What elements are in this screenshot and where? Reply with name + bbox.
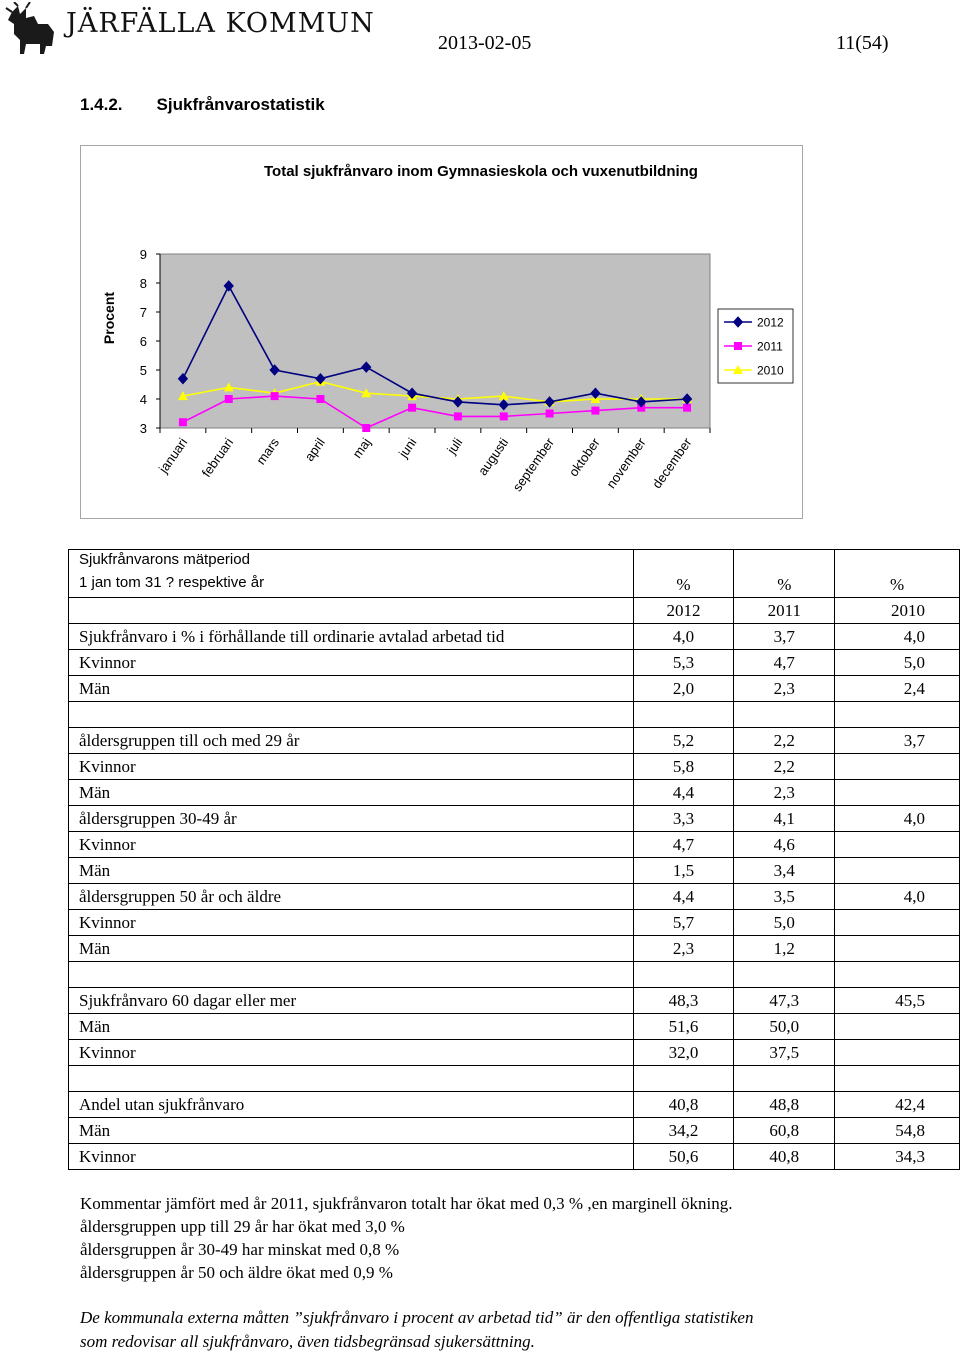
data-point-2011 — [408, 404, 416, 412]
row-label: Män — [69, 780, 634, 806]
table-row — [69, 858, 960, 884]
value-2012: 2,3 — [633, 936, 734, 962]
value-2010 — [835, 754, 960, 780]
table-row — [69, 962, 960, 988]
x-axis-ticks — [155, 428, 710, 494]
row-label: Kvinnor — [69, 754, 634, 780]
value-2012: 32,0 — [633, 1040, 734, 1066]
legend-label-2010: 2010 — [757, 363, 784, 378]
row-label: Kvinnor — [69, 1040, 634, 1066]
x-tick-label: mars — [253, 435, 283, 468]
row-label: Kvinnor — [69, 910, 634, 936]
value-2011: 4,1 — [734, 806, 835, 832]
data-point-2011 — [454, 412, 462, 420]
value-2010: 4,0 — [835, 624, 960, 650]
x-tick-label: november — [603, 435, 649, 492]
value-2012: 4,4 — [633, 780, 734, 806]
value-2012: 5,3 — [633, 650, 734, 676]
row-label — [69, 702, 634, 728]
y-axis-ticks — [140, 247, 160, 436]
row-label — [69, 1066, 634, 1092]
table-header-row — [69, 550, 960, 598]
table-row — [69, 754, 960, 780]
value-2010: 5,0 — [835, 650, 960, 676]
value-2012: 40,8 — [633, 1092, 734, 1118]
year-row-label — [69, 598, 634, 624]
chart-canvas — [81, 146, 804, 520]
row-label: Sjukfrånvaro i % i förhållande till ordinarie avtalad arbetad tid — [69, 624, 634, 650]
data-point-2011 — [271, 392, 279, 400]
row-label: Kvinnor — [69, 1144, 634, 1170]
value-2011: 4,7 — [734, 650, 835, 676]
value-2011: 3,4 — [734, 858, 835, 884]
year-2011: 2011 — [734, 598, 835, 624]
value-2011: 2,2 — [734, 754, 835, 780]
municipality-logo — [4, 2, 60, 60]
x-tick-label: juni — [395, 435, 420, 461]
year-2010: 2010 — [835, 598, 960, 624]
row-label: åldersgruppen till och med 29 år — [69, 728, 634, 754]
chart-legend — [718, 309, 793, 383]
table-row — [69, 1144, 960, 1170]
row-label: Andel utan sjukfrånvaro — [69, 1092, 634, 1118]
value-2012: 5,8 — [633, 754, 734, 780]
value-2010 — [835, 910, 960, 936]
data-point-2011 — [500, 412, 508, 420]
row-label: Sjukfrånvaro 60 dagar eller mer — [69, 988, 634, 1014]
value-2010 — [835, 1066, 960, 1092]
value-2010: 34,3 — [835, 1144, 960, 1170]
row-label: Kvinnor — [69, 832, 634, 858]
value-2011: 2,2 — [734, 728, 835, 754]
section-title: Sjukfrånvarostatistik — [156, 95, 325, 114]
table-row — [69, 676, 960, 702]
data-point-2011 — [316, 395, 324, 403]
value-2012: 4,4 — [633, 884, 734, 910]
year-2012: 2012 — [633, 598, 734, 624]
value-2012: 1,5 — [633, 858, 734, 884]
document-date: 2013-02-05 — [438, 32, 532, 54]
row-label: Män — [69, 1014, 634, 1040]
y-axis-label: Procent — [101, 291, 117, 345]
value-2010: 45,5 — [835, 988, 960, 1014]
row-label: Män — [69, 858, 634, 884]
data-point-2011 — [225, 395, 233, 403]
value-2012: 5,7 — [633, 910, 734, 936]
header-period-range: 1 jan tom 31 ? respektive år — [79, 574, 265, 591]
comment-line: åldersgruppen upp till 29 år har ökat med 3,0 % — [80, 1217, 405, 1236]
plot-area — [160, 254, 710, 428]
value-2011 — [734, 962, 835, 988]
value-2012: 48,3 — [633, 988, 734, 1014]
row-label: åldersgruppen 50 år och äldre — [69, 884, 634, 910]
comments-block — [80, 1192, 732, 1284]
footer-note — [80, 1306, 753, 1354]
y-tick-label: 3 — [139, 421, 147, 436]
table-row — [69, 910, 960, 936]
section-heading — [80, 95, 325, 115]
value-2011: 3,5 — [734, 884, 835, 910]
x-tick-label: juli — [443, 435, 466, 457]
footer-note-line: som redovisar all sjukfrånvaro, även tidsbegränsad sjukersättning. — [80, 1332, 535, 1351]
y-tick-label: 8 — [139, 276, 147, 291]
value-2012: 34,2 — [633, 1118, 734, 1144]
value-2010: 2,4 — [835, 676, 960, 702]
value-2010 — [835, 1014, 960, 1040]
row-label: Män — [69, 676, 634, 702]
table-row — [69, 936, 960, 962]
table-row — [69, 832, 960, 858]
value-2012: 5,2 — [633, 728, 734, 754]
value-2012: 51,6 — [633, 1014, 734, 1040]
table-year-row — [69, 598, 960, 624]
comment-line: Kommentar jämfört med år 2011, sjukfrånvaron totalt har ökat med 0,3 % ,en marginell ökning. — [80, 1194, 733, 1213]
value-2011 — [734, 1066, 835, 1092]
comment-line: åldersgruppen år 50 och äldre ökat med 0,9 % — [80, 1263, 393, 1282]
sick-leave-chart — [80, 145, 803, 519]
header-percent-2010: % — [835, 550, 960, 598]
table-row — [69, 1092, 960, 1118]
table-header-period — [69, 550, 634, 598]
value-2010 — [835, 1040, 960, 1066]
header-percent-2012: % — [633, 550, 734, 598]
value-2011: 37,5 — [734, 1040, 835, 1066]
value-2011: 4,6 — [734, 832, 835, 858]
value-2012 — [633, 962, 734, 988]
y-tick-label: 9 — [139, 247, 147, 262]
sick-leave-table — [68, 549, 960, 1170]
x-tick-label: maj — [349, 435, 374, 461]
row-label: Kvinnor — [69, 650, 634, 676]
header-percent-2011: % — [734, 550, 835, 598]
value-2012: 50,6 — [633, 1144, 734, 1170]
data-point-2011 — [546, 410, 554, 418]
page-number: 11(54) — [836, 32, 889, 54]
value-2011 — [734, 702, 835, 728]
organization-name: JÄRFÄLLA KOMMUN — [66, 8, 375, 39]
x-tick-label: september — [509, 435, 558, 495]
value-2011: 40,8 — [734, 1144, 835, 1170]
value-2011: 47,3 — [734, 988, 835, 1014]
value-2010 — [835, 780, 960, 806]
x-tick-label: februari — [198, 435, 237, 480]
value-2012: 4,7 — [633, 832, 734, 858]
x-tick-label: januari — [155, 435, 191, 476]
data-point-2011 — [179, 418, 187, 426]
value-2012 — [633, 1066, 734, 1092]
data-point-2011 — [362, 424, 370, 432]
x-tick-label: april — [301, 435, 328, 464]
table-row — [69, 1040, 960, 1066]
value-2011: 2,3 — [734, 780, 835, 806]
table-row — [69, 728, 960, 754]
value-2012 — [633, 702, 734, 728]
y-tick-label: 6 — [139, 334, 147, 349]
data-point-2011 — [591, 407, 599, 415]
legend-marker-2011 — [734, 342, 742, 350]
table-row — [69, 702, 960, 728]
section-number: 1.4.2. — [80, 95, 123, 114]
value-2010: 42,4 — [835, 1092, 960, 1118]
value-2010 — [835, 936, 960, 962]
value-2011: 2,3 — [734, 676, 835, 702]
table-row — [69, 884, 960, 910]
table-row — [69, 780, 960, 806]
y-tick-label: 7 — [139, 305, 147, 320]
legend-label-2011: 2011 — [757, 339, 783, 354]
value-2010: 4,0 — [835, 884, 960, 910]
value-2011: 48,8 — [734, 1092, 835, 1118]
header-period-title: Sjukfrånvarons mätperiod — [79, 551, 250, 568]
footer-note-line: De kommunala externa måtten ”sjukfrånvaro i procent av arbetad tid” är den offentliga statistiken — [80, 1308, 754, 1327]
y-tick-label: 4 — [139, 392, 147, 407]
data-point-2011 — [683, 404, 691, 412]
row-label: Män — [69, 1118, 634, 1144]
value-2011: 5,0 — [734, 910, 835, 936]
value-2010 — [835, 962, 960, 988]
value-2011: 60,8 — [734, 1118, 835, 1144]
x-tick-label: oktober — [565, 435, 603, 480]
value-2012: 2,0 — [633, 676, 734, 702]
value-2010 — [835, 858, 960, 884]
table-row — [69, 988, 960, 1014]
table-row — [69, 1066, 960, 1092]
table-row — [69, 650, 960, 676]
value-2011: 1,2 — [734, 936, 835, 962]
value-2011: 3,7 — [734, 624, 835, 650]
value-2012: 3,3 — [633, 806, 734, 832]
x-tick-label: december — [649, 435, 695, 492]
comment-line: åldersgruppen år 30-49 har minskat med 0,8 % — [80, 1240, 400, 1259]
table-row — [69, 806, 960, 832]
value-2010 — [835, 832, 960, 858]
x-tick-label: augusti — [474, 435, 512, 479]
row-label — [69, 962, 634, 988]
value-2010: 3,7 — [835, 728, 960, 754]
value-2012: 4,0 — [633, 624, 734, 650]
table-row — [69, 624, 960, 650]
value-2011: 50,0 — [734, 1014, 835, 1040]
legend-label-2012: 2012 — [757, 315, 784, 330]
row-label: åldersgruppen 30-49 år — [69, 806, 634, 832]
value-2010: 54,8 — [835, 1118, 960, 1144]
table-row — [69, 1014, 960, 1040]
value-2010: 4,0 — [835, 806, 960, 832]
chart-title: Total sjukfrånvaro inom Gymnasieskola och vuxenutbildning — [264, 163, 698, 180]
table-row — [69, 1118, 960, 1144]
value-2010 — [835, 702, 960, 728]
y-tick-label: 5 — [139, 363, 147, 378]
row-label: Män — [69, 936, 634, 962]
